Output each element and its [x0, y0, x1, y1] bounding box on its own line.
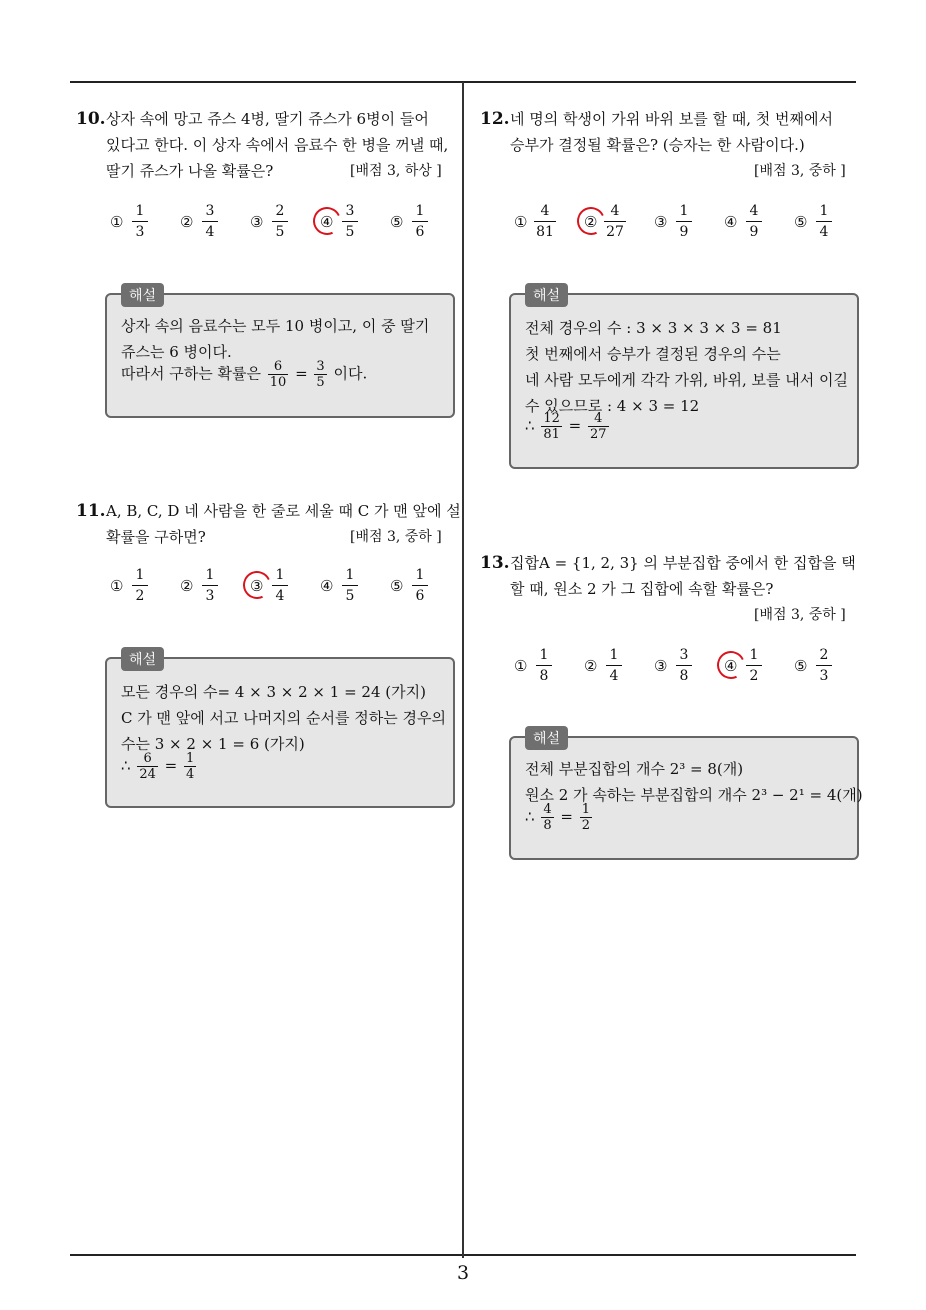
solution-fraction [137, 751, 158, 782]
choice-mark: ① [110, 577, 124, 595]
numerator: 1 [186, 751, 195, 766]
question-number: 10. [76, 109, 106, 129]
denominator: 8 [543, 818, 552, 833]
choice-fraction [132, 202, 148, 241]
numerator: 1 [345, 567, 355, 583]
choice-fraction [676, 646, 692, 685]
solution-tag: 해설 [121, 647, 164, 671]
denominator: 5 [316, 375, 325, 390]
denominator: 5 [345, 588, 355, 604]
numerator: 1 [609, 647, 619, 663]
solution-fraction [184, 751, 196, 782]
solution-text: 이다. [333, 364, 368, 383]
solution-text: = [568, 416, 582, 435]
question-text: 승부가 결정될 확률은? (승자는 한 사람이다.) [510, 136, 805, 154]
score-label: [배점 3, 하상 ] [350, 163, 442, 179]
choice-fraction [534, 202, 556, 241]
question-text: 있다고 한다. 이 상자 속에서 음료수 한 병을 꺼낼 때, [106, 136, 449, 154]
solution-line: 전체 부분집합의 개수 2³ = 8(개) [525, 760, 744, 778]
solution-box-13 [509, 731, 863, 860]
denominator: 4 [205, 224, 215, 240]
solution-tag: 해설 [525, 726, 568, 750]
choice-mark: ① [514, 213, 528, 231]
solution-text: = [295, 364, 308, 383]
numerator: 1 [415, 203, 425, 219]
solution-line [525, 802, 594, 833]
choice-fraction [202, 566, 218, 605]
denominator: 6 [415, 588, 425, 604]
numerator: 6 [273, 359, 283, 374]
solution-box-10 [105, 288, 455, 418]
denominator: 9 [749, 224, 759, 240]
choices-13 [514, 646, 854, 690]
denominator: 3 [205, 588, 215, 604]
solution-line: 수는 3 × 2 × 1 = 6 (가지) [121, 735, 305, 753]
denominator: 27 [606, 224, 624, 240]
solution-line [525, 411, 611, 442]
denominator: 2 [135, 588, 145, 604]
denominator: 2 [749, 668, 759, 684]
choice-fraction [676, 202, 692, 241]
denominator: 8 [539, 668, 549, 684]
solution-line: 첫 번째에서 승부가 결정된 경우의 수는 [525, 345, 781, 363]
numerator: 1 [819, 203, 829, 219]
choice-fraction [342, 566, 358, 605]
choice-fraction [272, 566, 288, 605]
page-number: 3 [456, 1262, 470, 1284]
solution-line [121, 751, 198, 782]
numerator: 1 [749, 647, 759, 663]
therefore-symbol: ∴ [525, 807, 535, 826]
solution-fraction [580, 802, 592, 833]
solution-fraction [588, 411, 609, 442]
choice-fraction [816, 202, 832, 241]
numerator: 4 [594, 411, 603, 426]
solution-line: 모든 경우의 수= 4 × 3 × 2 × 1 = 24 (가지) [121, 683, 426, 701]
solution-text: 따라서 구하는 확률은 [121, 364, 261, 383]
choice-fraction [746, 202, 762, 241]
question-text: 상자 속에 망고 쥬스 4병, 딸기 쥬스가 6병이 들어 [106, 110, 429, 128]
choice-mark: ② [180, 213, 194, 231]
numerator: 1 [135, 203, 145, 219]
choice-mark: ⑤ [390, 577, 404, 595]
question-number: 11. [76, 501, 106, 521]
numerator: 1 [205, 567, 215, 583]
numerator: 12 [543, 411, 560, 426]
solution-line: C 가 맨 앞에 서고 나머지의 순서를 정하는 경우의 [121, 709, 446, 727]
choice-fraction [412, 566, 428, 605]
therefore-symbol: ∴ [525, 416, 535, 435]
choice-fraction [606, 646, 622, 685]
choice-mark: ② [584, 213, 598, 231]
numerator: 4 [610, 203, 620, 219]
denominator: 8 [679, 668, 689, 684]
choice-mark: ⑤ [794, 213, 808, 231]
numerator: 1 [275, 567, 285, 583]
denominator: 81 [543, 427, 560, 442]
therefore-symbol: ∴ [121, 756, 131, 775]
denominator: 2 [581, 818, 591, 833]
numerator: 3 [679, 647, 689, 663]
numerator: 1 [539, 647, 549, 663]
solution-line: 원소 2 가 속하는 부분집합의 개수 2³ − 2¹ = 4(개) [525, 786, 863, 804]
solution-line: 전체 경우의 수 : 3 × 3 × 3 × 3 = 81 [525, 319, 782, 337]
question-number: 13. [480, 553, 510, 573]
denominator: 5 [275, 224, 285, 240]
numerator: 6 [143, 751, 152, 766]
score-label: [배점 3, 중하 ] [754, 607, 846, 623]
numerator: 2 [819, 647, 829, 663]
question-text: 집합A = {1, 2, 3} 의 부분집합 중에서 한 집합을 택 [510, 554, 856, 572]
denominator: 6 [415, 224, 425, 240]
question-text: A, B, C, D 네 사람을 한 줄로 세울 때 C 가 맨 앞에 설 [106, 502, 461, 520]
solution-line: 수 있으므로 : 4 × 3 = 12 [525, 397, 700, 415]
denominator: 4 [819, 224, 829, 240]
column-divider [462, 82, 464, 1258]
question-text: 네 명의 학생이 가위 바위 보를 할 때, 첫 번째에서 [510, 110, 833, 128]
denominator: 5 [345, 224, 355, 240]
score-label: [배점 3, 중하 ] [350, 529, 442, 545]
numerator: 4 [543, 802, 552, 817]
choice-mark: ③ [250, 577, 264, 595]
choice-mark: ③ [250, 213, 264, 231]
solution-tag: 해설 [121, 283, 164, 307]
denominator: 24 [139, 767, 156, 782]
question-11 [76, 498, 461, 552]
denominator: 4 [275, 588, 285, 604]
denominator: 4 [186, 767, 195, 782]
solution-fraction [268, 359, 289, 390]
question-13 [480, 550, 860, 630]
denominator: 27 [590, 427, 607, 442]
denominator: 9 [679, 224, 689, 240]
choice-mark: ④ [724, 213, 738, 231]
solution-line: 쥬스는 6 병이다. [121, 343, 232, 361]
numerator: 1 [581, 802, 591, 817]
question-10 [76, 106, 454, 186]
choice-fraction [202, 202, 218, 241]
choice-mark: ⑤ [794, 657, 808, 675]
choice-fraction [816, 646, 832, 685]
choice-mark: ② [584, 657, 598, 675]
solution-line [121, 359, 367, 390]
solution-fraction [541, 411, 562, 442]
choice-mark: ② [180, 577, 194, 595]
numerator: 3 [316, 359, 325, 374]
choice-mark: ④ [724, 657, 738, 675]
choices-10 [110, 202, 450, 246]
choice-fraction [412, 202, 428, 241]
numerator: 4 [540, 203, 550, 219]
numerator: 1 [679, 203, 689, 219]
choice-fraction [272, 202, 288, 241]
numerator: 1 [415, 567, 425, 583]
score-label: [배점 3, 중하 ] [754, 163, 846, 179]
choice-mark: ④ [320, 213, 334, 231]
choice-mark: ③ [654, 213, 668, 231]
numerator: 3 [205, 203, 215, 219]
choice-mark: ① [110, 213, 124, 231]
solution-text: = [164, 756, 178, 775]
choice-fraction [342, 202, 358, 241]
question-text: 딸기 쥬스가 나올 확률은? [106, 162, 274, 180]
question-text: 할 때, 원소 2 가 그 집합에 속할 확률은? [510, 580, 774, 598]
denominator: 81 [536, 224, 554, 240]
denominator: 3 [819, 668, 829, 684]
choice-fraction [604, 202, 626, 241]
choice-fraction [746, 646, 762, 685]
choice-mark: ① [514, 657, 528, 675]
denominator: 10 [269, 375, 287, 390]
question-text: 확률을 구하면? [106, 528, 206, 546]
solution-text: = [560, 807, 573, 826]
question-12 [480, 106, 860, 186]
choice-mark: ④ [320, 577, 334, 595]
choice-fraction [132, 566, 148, 605]
solution-box-11 [105, 652, 455, 808]
solution-tag: 해설 [525, 283, 568, 307]
solution-fraction [314, 359, 326, 390]
choice-mark: ③ [654, 657, 668, 675]
question-number: 12. [480, 109, 510, 129]
solution-line: 네 사람 모두에게 각각 가위, 바위, 보를 내서 이길 [525, 371, 848, 389]
solution-box-12 [509, 288, 859, 469]
solution-line: 상자 속의 음료수는 모두 10 병이고, 이 중 딸기 [121, 317, 430, 335]
choice-mark: ⑤ [390, 213, 404, 231]
denominator: 3 [135, 224, 145, 240]
solution-fraction [541, 802, 553, 833]
choice-fraction [536, 646, 552, 685]
numerator: 4 [749, 203, 759, 219]
numerator: 1 [135, 567, 145, 583]
choices-12 [514, 202, 854, 246]
choices-11 [110, 566, 450, 610]
denominator: 4 [609, 668, 619, 684]
numerator: 3 [345, 203, 355, 219]
numerator: 2 [275, 203, 285, 219]
